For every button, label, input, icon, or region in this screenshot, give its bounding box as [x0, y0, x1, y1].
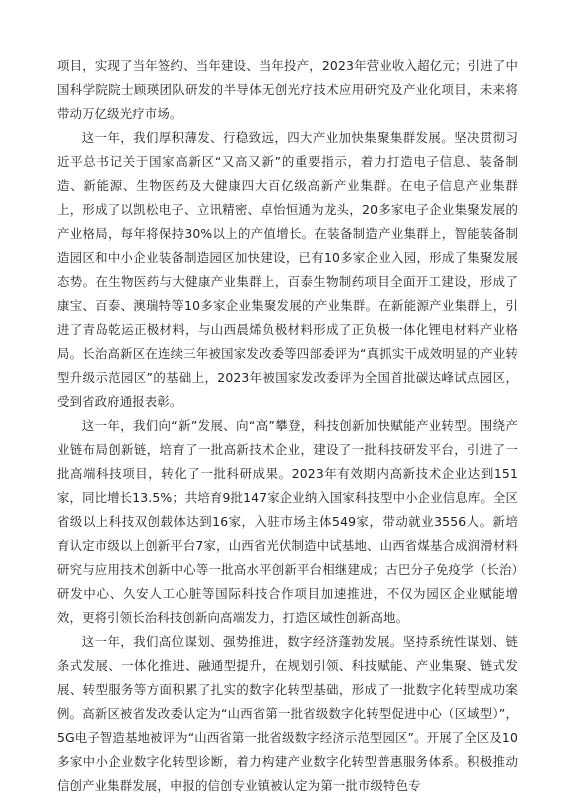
paragraph-project-intro: 项目，实现了当年签约、当年建设、当年投产，2023年营业收入超亿元；引进了中国科学院院士顾瑛团队研发的半导体无创光疗技术应用研究及产业化项目，未来将带动万亿级光疗市场。 — [57, 58, 518, 121]
paragraph-tech-innovation: 这一年，我们向“新”发展、向“高”攀登，科技创新加快赋能产业转型。围绕产业链布局创新链，培育了一批高新技术企业，建设了一批科技研发平台，引进了一批高端科技项目，转化了一批科研成果。2023年有效期内高新技术企业达到151家，同比增长13.5%；共培育9批147家企业纳入国家科技型中小企业信息库。全区省级以上科技双创载体达到16家，入驻市场主体549家，带动就业3556人。新培育认定市级以上创新平台7家，山西省光伏制造中试基地、山西省煤基合成润滑材料研究与应用技术创新中心等一批高水平创新平台相继建成；古巴分子免疫学（长治）研发中心、久安人工心脏等国际科技合作项目加速推进，不仅为园区企业赋能增效，更将引领长治科技创新向高端发力，打造区域性创新高地。 — [57, 418, 519, 625]
paragraph-digital-economy: 这一年，我们高位谋划、强势推进，数字经济蓬勃发展。坚持系统性谋划、链条式发展、一体化推进、融通型提升，在规划引领、科技赋能、产业集聚、链式发展、转型服务等方面积累了扎实的数字化转型基础，形成了一批数字化转型成功案例。高新区被省发改委认定为“山西省第一批省级数字化转型促进中心（区域型）”，5G电子智造基地被评为“山西省第一批省级数字经济示范型园区”。开展了全区及10多家中小企业数字化转型诊断，着力构建产业数字化转型普惠服务体系。积极推动信创产业集群发展，申报的信创专业镇被认定为第一批市级特色专 — [57, 634, 518, 793]
paragraph-industry-clusters: 这一年，我们厚积薄发、行稳致远，四大产业加快集聚集群发展。坚决贯彻习近平总书记关于国家高新区“又高又新”的重要指示，着力打造电子信息、装备制造、新能源、生物医药及大健康四大百亿级高新产业集群。在电子信息产业集群上，形成了以凯松电子、立讯精密、卓怡恒通为龙头，20多家电子企业集聚发展的产业格局，每年将保持30%以上的产值增长。在装备制造产业集群上，智能装备制造园区和中小企业装备制造园区加快建设，已有10多家企业入园，形成了集聚发展态势。在生物医药与大健康产业集群上，百泰生物制药项目全面开工建设，形成了康宝、百泰、澳瑞特等10多家企业集聚发展的产业集群。在新能源产业集群上，引进了青岛乾运正极材料，与山西晨烯负极材料形成了正负极一体化锂电材料产业格局。长治高新区在连续三年被国家发改委等四部委评为“真抓实干成效明显的产业转型升级示范园区”的基础上，2023年被国家发改委评为全国首批碳达峰试点园区，受到省政府通报表彰。 — [57, 130, 518, 409]
